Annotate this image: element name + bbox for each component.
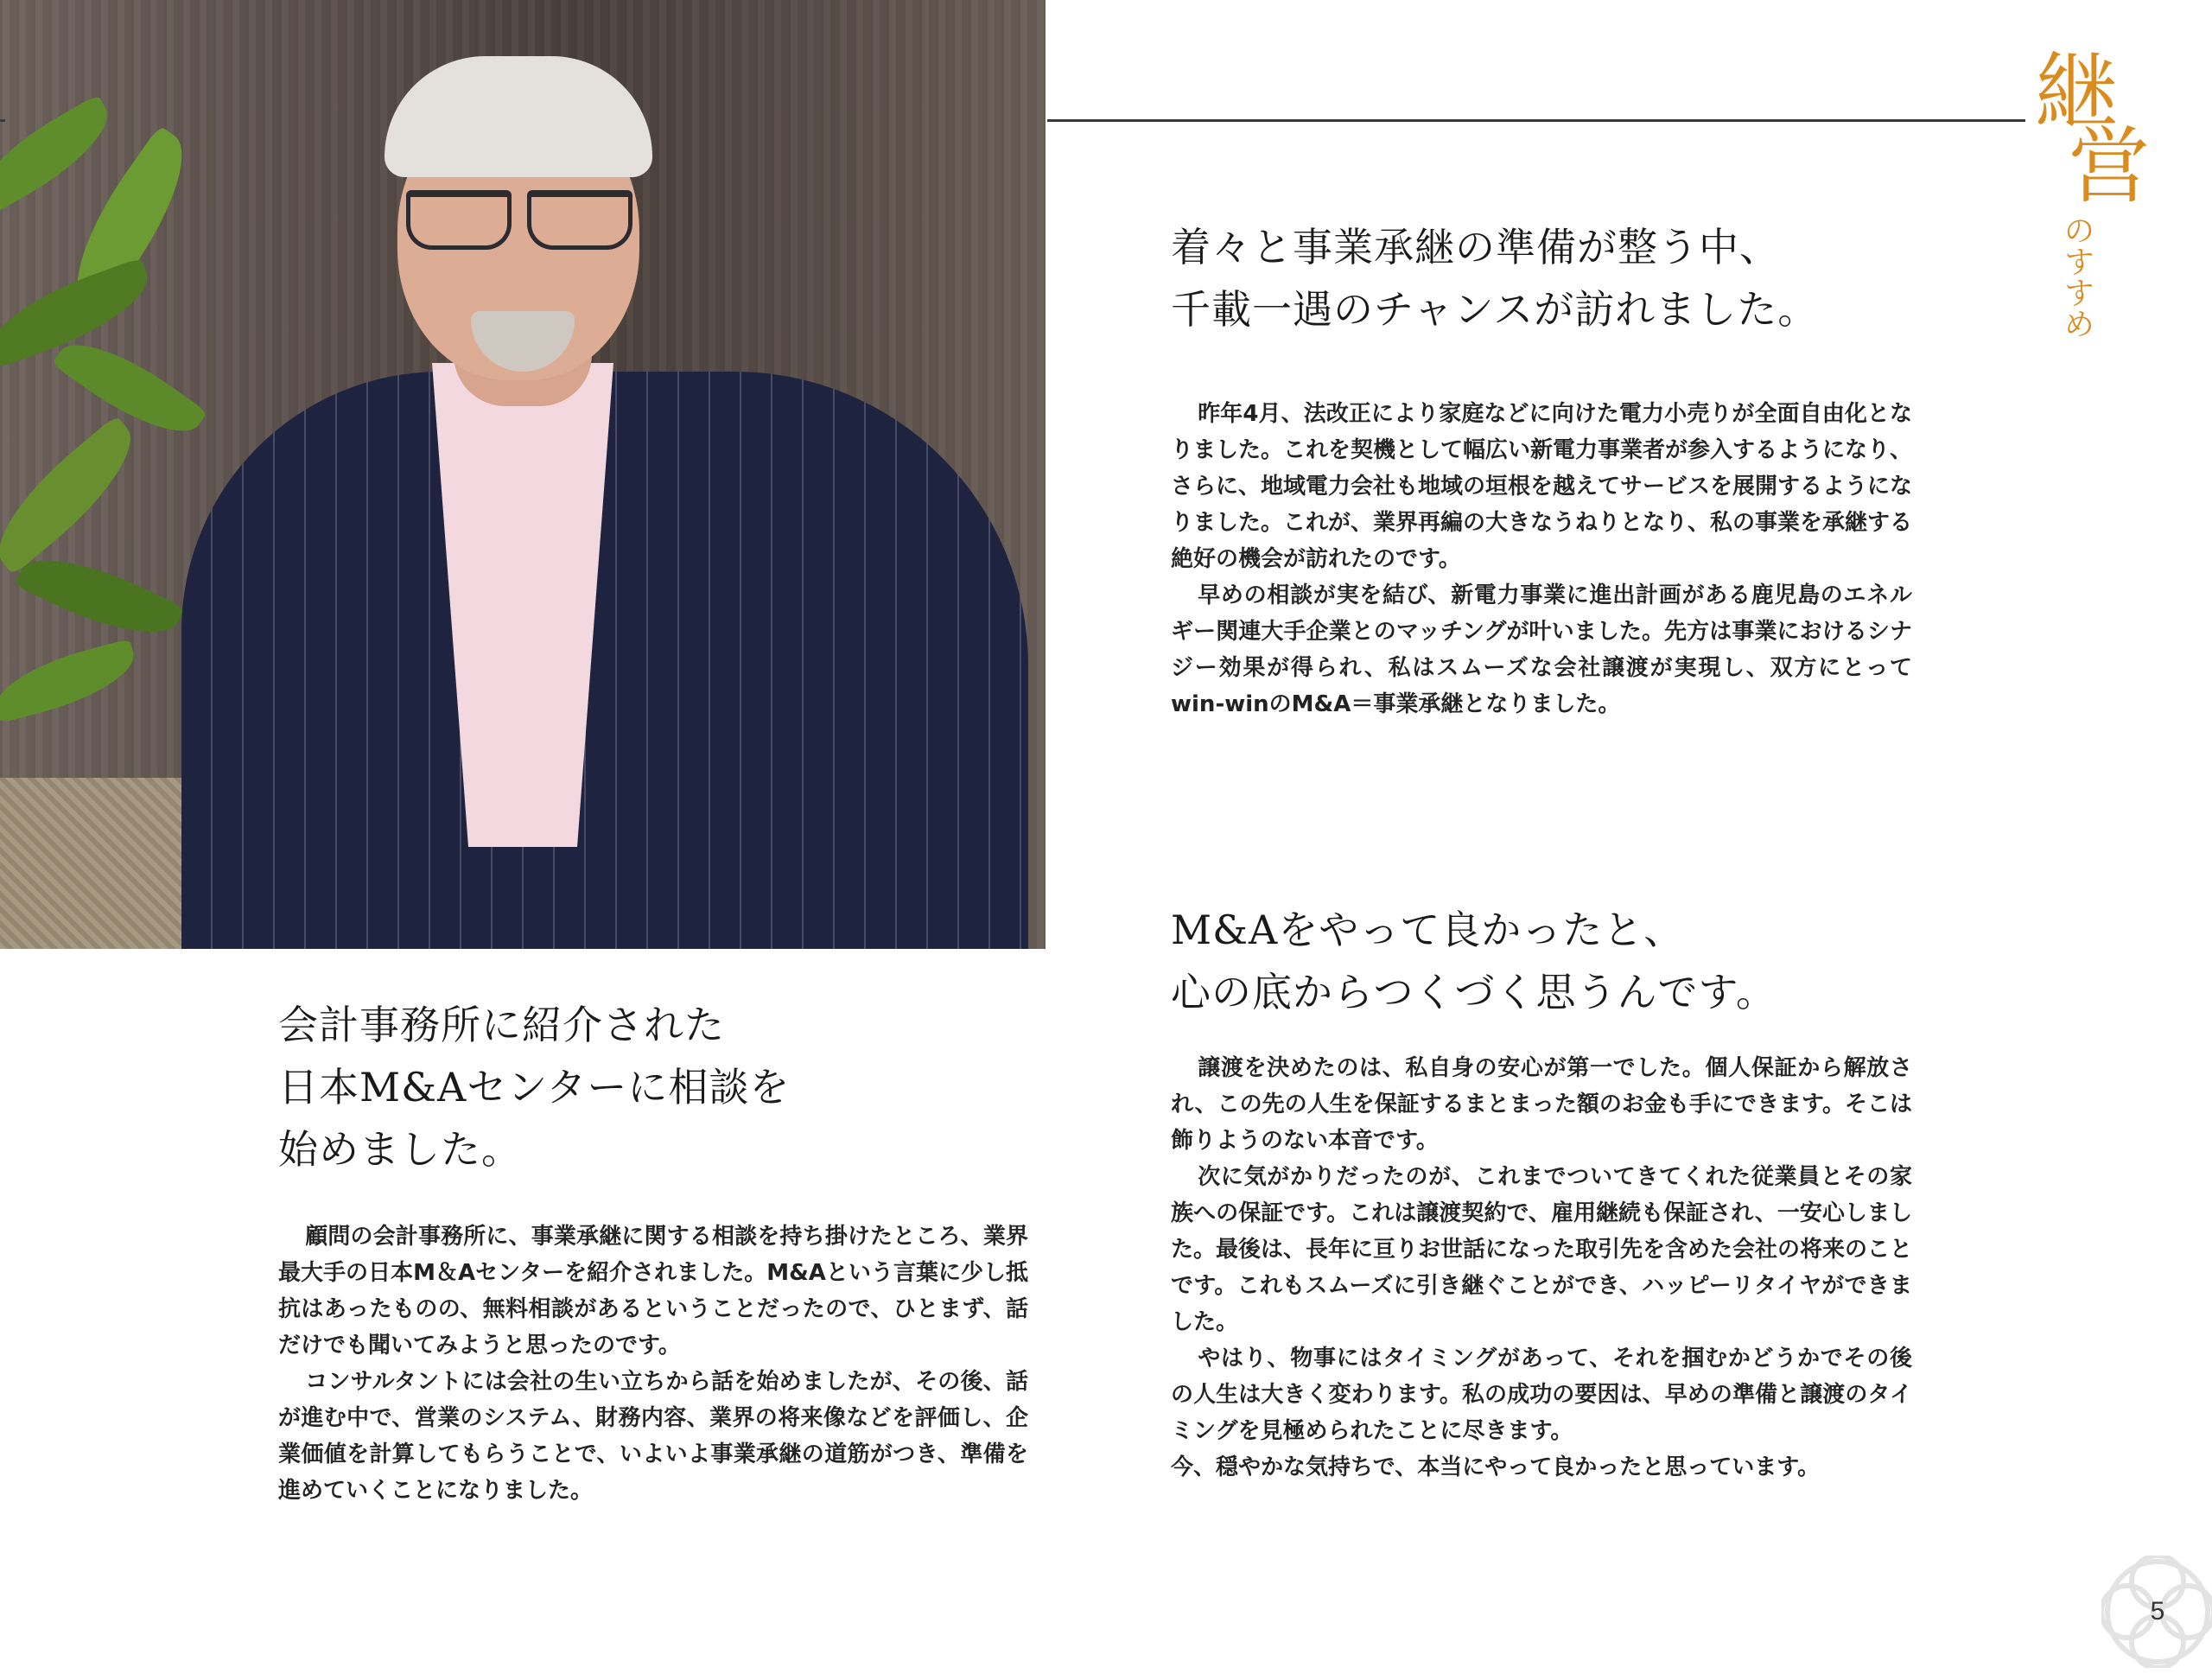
page-number: 5: [2150, 1597, 2165, 1626]
logo-kanji-bottom: 営: [2068, 118, 2151, 214]
header-rule-left: [0, 119, 5, 122]
right-bottom-body: [1171, 1050, 1912, 1486]
right-top-paragraph: 早めの相談が実を結び、新電力事業に進出計画がある鹿児島のエネルギー関連大手企業とのマッチングが叶いました。先方は事業におけるシナジー効果が得られ、私はスムーズな会社譲渡が実現し、双方にとってwin-winのM&A＝事業承継となりました。: [1171, 582, 1912, 717]
right-top-body: [1171, 396, 1912, 722]
left-heading-line: 始めました。: [278, 1126, 522, 1173]
right-bottom-heading: [1171, 899, 2035, 1023]
right-bottom-paragraph: やはり、物事にはタイミングがあって、それを掴むかどうかでその後の人生は大きく変わります。私の成功の要因は、早めの準備と譲渡のタイミングを見極められたことに尽きます。: [1171, 1346, 1912, 1444]
right-bottom-paragraph: 譲渡を決めたのは、私自身の安心が第一でした。個人保証から解放され、この先の人生を保証するまとまった額のお金も手にできます。そこは飾りようのない本音です。: [1171, 1055, 1912, 1154]
left-paragraph: 顧問の会計事務所に、事業承継に関する相談を持ち掛けたところ、業界最大手の日本M＆Aセンターを紹介されました。M&Aという言葉に少し抵抗はあったものの、無料相談があるということだったので、ひとまず、話だけでも聞いてみようと思ったのです。: [278, 1224, 1028, 1359]
page-number-emblem: [2101, 1556, 2212, 1668]
right-bottom-paragraph: 次に気がかりだったのが、これまでついてきてくれた従業員とその家族への保証です。これは譲渡契約で、雇用継続も保証され、一安心しました。最後は、長年に亘りお世話になった取引先を含めた会社の将来のことです。これもスムーズに引き継ぐことができ、ハッピーリタイヤができました。: [1171, 1164, 1913, 1335]
left-heading: [278, 994, 1021, 1180]
right-bottom-paragraph: 今、穏やかな気持ちで、本当にやって良かったと思っています。: [1171, 1454, 1821, 1480]
right-bottom-heading-line: 心の底からつくづく思うんです。: [1171, 969, 1777, 1015]
right-top-heading-line: 着々と事業承継の準備が整う中、: [1171, 224, 1780, 270]
logo-subtitle: のすすめ: [2059, 214, 2094, 339]
right-top-heading-line: 千載一遇のチャンスが訪れました。: [1171, 286, 1819, 333]
logo-kanji-top: 継: [2035, 43, 2118, 140]
header-rule-right: [1047, 119, 2025, 122]
left-paragraph: コンサルタントには会社の生い立ちから話を始めましたが、その後、話が進む中で、営業のシステム、財務内容、業界の将来像などを評価し、企業価値を計算してもらうことで、いよいよ事業承継の道筋がつき、準備を進めていくことになりました。: [278, 1369, 1028, 1504]
right-bottom-heading-line: M&Aをやって良かったと、: [1171, 907, 1685, 953]
right-top-heading: [1171, 216, 2035, 340]
keiei-no-susume-logo: [2035, 43, 2151, 344]
left-heading-line: 日本M&Aセンターに相談を: [278, 1064, 791, 1110]
left-heading-line: 会計事務所に紹介された: [278, 1002, 725, 1048]
portrait-photo: [0, 0, 1046, 949]
left-body: [278, 1219, 1028, 1509]
glasses-left-lens: [406, 190, 512, 250]
glasses-right-lens: [527, 190, 632, 250]
right-top-paragraph: 昨年4月、法改正により家庭などに向けた電力小売りが全面自由化となりました。これを契機として幅広い新電力事業者が参入するようになり、さらに、地域電力会社も地域の垣根を越えてサービスを展開するようになりました。これが、業界再編の大きなうねりとなり、私の事業を承継する絶好の機会が訪れたのです。: [1171, 401, 1913, 572]
